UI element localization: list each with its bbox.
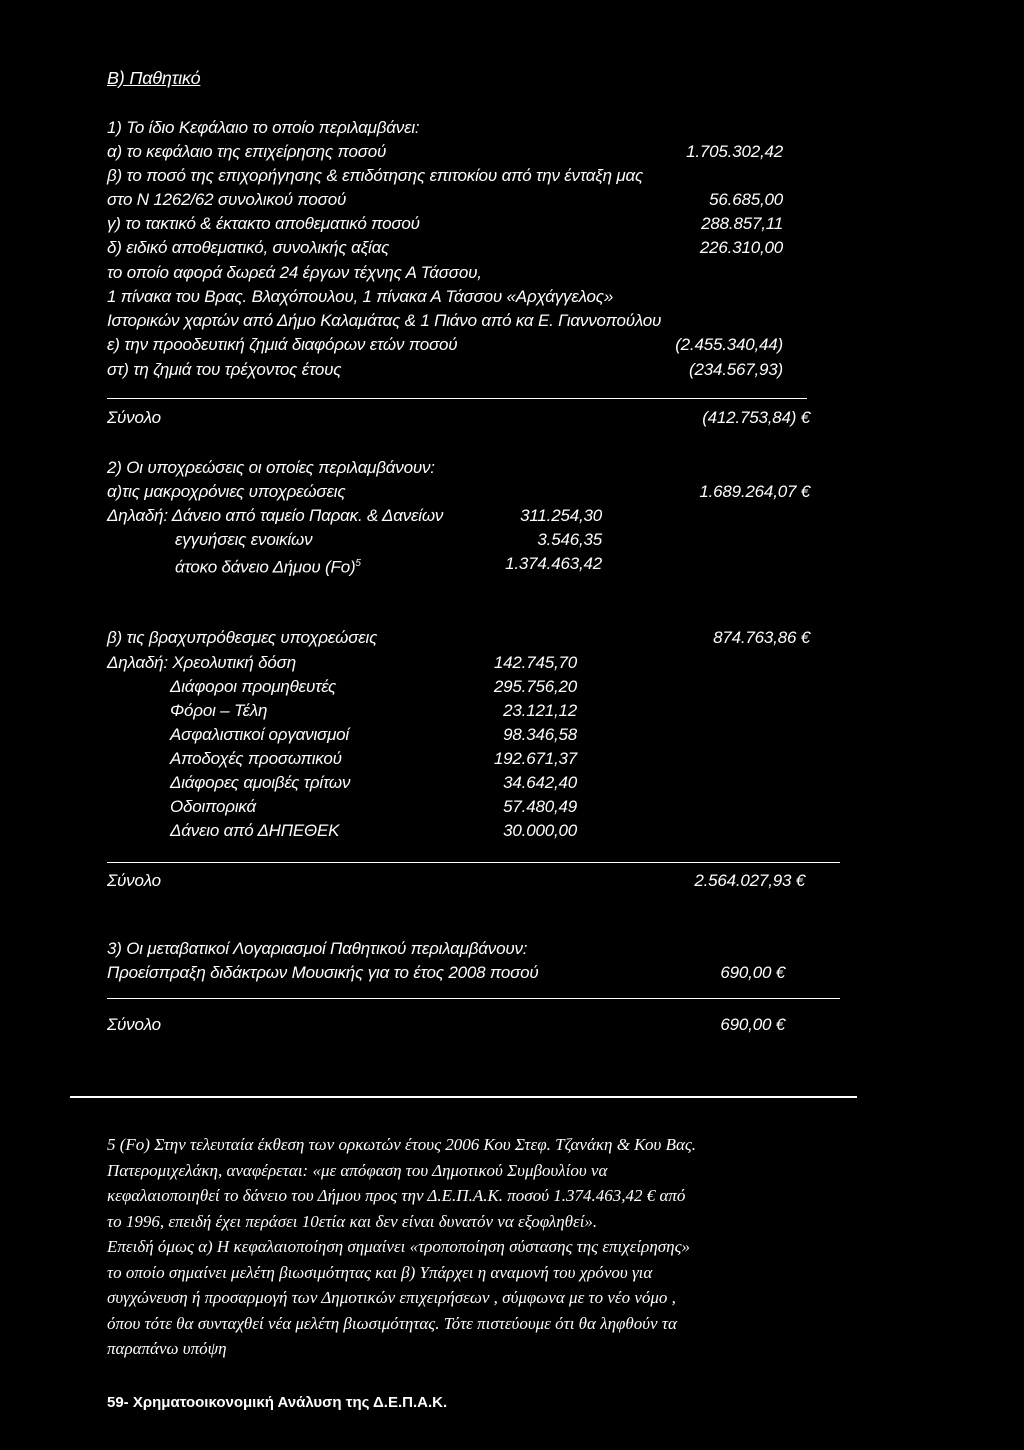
footnote-line: όπου τότε θα συνταχθεί νέα μελέτη βιωσιμότητας. Τότε πιστεύουμε ότι θα ληφθούν τα (107, 1313, 677, 1333)
short-term-item-label: Δάνειο από ΔΗΠΕΘΕΚ (170, 821, 340, 840)
footnote-separator (70, 1096, 857, 1098)
transitory-item-value: 690,00 € (720, 963, 785, 982)
section-title: Β) Παθητικό (107, 68, 201, 88)
liabilities-total-value: 2.564.027,93 € (694, 871, 805, 890)
short-term-item-value: 142.745,70 (493, 653, 577, 672)
short-term-item-value: 23.121,12 (503, 701, 577, 720)
equity-special-reserve-desc-1: το οποίο αφορά δωρεά 24 έργων τέχνης Α Τάσσου, (107, 263, 482, 282)
page-footer: 59- Χρηματοοικονομική Ανάλυση της Δ.Ε.Π.Α.Κ. (107, 1394, 448, 1411)
transitory-heading: 3) Οι μεταβατικοί Λογαριασμοί Παθητικού περιλαμβάνουν: (107, 939, 528, 958)
long-term-label: α)τις μακροχρόνιες υποχρεώσεις (107, 482, 346, 501)
liabilities-total-label: Σύνολο (107, 871, 161, 890)
footnote-line: το οποίο σημαίνει μελέτη βιωσιμότητας και β) Υπάρχει η αναμονή του χρόνου για (107, 1262, 653, 1282)
equity-prior-loss-label: ε) την προοδευτική ζημιά διαφόρων ετών ποσού (107, 335, 458, 354)
long-term-item-value: 3.546,35 (537, 530, 602, 549)
short-term-label: β) τις βραχυπρόθεσμες υποχρεώσεις (107, 628, 378, 647)
equity-heading: 1) Το ίδιο Κεφάλαιο το οποίο περιλαμβάνει: (107, 118, 420, 137)
short-term-item-label: Δηλαδή: Χρεολυτική δόση (107, 653, 296, 672)
equity-prior-loss-value: (2.455.340,44) (675, 335, 783, 354)
equity-reserve-value: 288.857,11 (701, 214, 783, 233)
equity-current-loss-value: (234.567,93) (688, 360, 783, 379)
equity-subsidy-label: β) το ποσό της επιχορήγησης & επιδότησης επιτοκίου από την ένταξη μας (107, 166, 644, 185)
equity-capital-label: α) το κεφάλαιο της επιχείρησης ποσού (107, 142, 387, 161)
equity-special-reserve-desc-3: Ιστορικών χαρτών από Δήμο Καλαμάτας & 1 Πιάνο από κα Ε. Γιαννοπούλου (107, 311, 662, 330)
short-term-item-label: Διάφοροι προμηθευτές (170, 677, 337, 696)
short-term-item-value: 57.480,49 (503, 797, 577, 816)
short-term-total: 874.763,86 € (713, 628, 810, 647)
footnote-line: Πατερομιχελάκη, αναφέρεται: «με απόφαση του Δημοτικού Συμβουλίου να (107, 1160, 608, 1180)
equity-special-reserve-label: δ) ειδικό αποθεματικό, συνολικής αξίας (107, 238, 390, 257)
equity-total-label: Σύνολο (107, 408, 161, 427)
transitory-total-value: 690,00 € (720, 1015, 785, 1034)
short-term-item-value: 295.756,20 (493, 677, 577, 696)
footnote (107, 1132, 837, 1362)
equity-capital-value: 1.705.302,42 (686, 142, 783, 161)
transitory-total-label: Σύνολο (107, 1015, 161, 1034)
footnote-line: 5 (Fo) Στην τελευταία έκθεση των ορκωτών έτους 2006 Κου Στεφ. Τζανάκη & Κου Βας. (107, 1135, 697, 1154)
short-term-item-value: 34.642,40 (503, 773, 577, 792)
long-term-item-value: 311.254,30 (520, 506, 602, 525)
equity-special-reserve-desc-2: 1 πίνακα του Βρας. Βλαχόπουλου, 1 πίνακα Α Τάσσου «Αρχάγγελος» (107, 287, 614, 306)
equity-reserve-label: γ) το τακτικό & έκτακτο αποθεματικό ποσού (107, 214, 420, 233)
footnote-line: παραπάνω υπόψη (107, 1339, 227, 1358)
short-term-item-label: Αποδοχές προσωπικού (170, 749, 342, 768)
liabilities-heading: 2) Οι υποχρεώσεις οι οποίες περιλαμβάνουν: (107, 458, 435, 477)
footnote-line: το 1996, επειδή έχει περάσει 10ετία και δεν είναι δυνατόν να εξοφληθεί». (107, 1211, 598, 1231)
footnote-ref: 5 (355, 558, 361, 569)
long-term-item-label: Δηλαδή: Δάνειο από ταμείο Παρακ. & Δανείων (107, 506, 444, 525)
short-term-item-label: Φόροι – Τέλη (170, 701, 268, 720)
equity-special-reserve-value: 226.310,00 (699, 238, 783, 257)
long-term-item-value: 1.374.463,42 (505, 554, 602, 573)
long-term-total: 1.689.264,07 € (699, 482, 810, 501)
short-term-item-value: 192.671,37 (493, 749, 577, 768)
equity-subsidy-label-2: στο Ν 1262/62 συνολικού ποσού (107, 190, 347, 209)
footnote-line: συγχώνευση ή προσαρμογή των Δημοτικών επιχειρήσεων , σύμφωνα με το νέο νόμο , (107, 1288, 676, 1307)
transitory-item-label: Προείσπραξη διδάκτρων Μουσικής για το έτος 2008 ποσού (107, 963, 539, 982)
equity-divider (107, 398, 807, 399)
transitory-divider (107, 998, 840, 999)
equity-total-value: (412.753,84) € (702, 408, 810, 427)
long-term-item-label (175, 554, 361, 578)
equity-subsidy-value: 56.685,00 (709, 190, 783, 209)
short-term-item-value: 30.000,00 (503, 821, 577, 840)
footnote-line: κεφαλαιοποιηθεί το δάνειο του Δήμου προς την Δ.Ε.Π.Α.Κ. ποσού 1.374.463,42 € από (107, 1186, 686, 1205)
short-term-item-value: 98.346,58 (503, 725, 577, 744)
long-term-item-label: εγγυήσεις ενοικίων (175, 530, 313, 549)
short-term-item-label: Διάφορες αμοιβές τρίτων (170, 773, 351, 792)
short-term-item-label: Ασφαλιστικοί οργανισμοί (170, 725, 350, 744)
liabilities-divider (107, 862, 840, 863)
equity-current-loss-label: στ) τη ζημιά του τρέχοντος έτους (107, 360, 342, 379)
footnote-line: Επειδή όμως α) Η κεφαλαιοποίηση σημαίνει «τροποποίηση σύστασης της επιχείρησης» (107, 1237, 690, 1256)
short-term-item-label: Οδοιπορικά (170, 797, 257, 816)
long-term-item-label-text: άτοκο δάνειο Δήμου (Fo) (175, 557, 356, 577)
